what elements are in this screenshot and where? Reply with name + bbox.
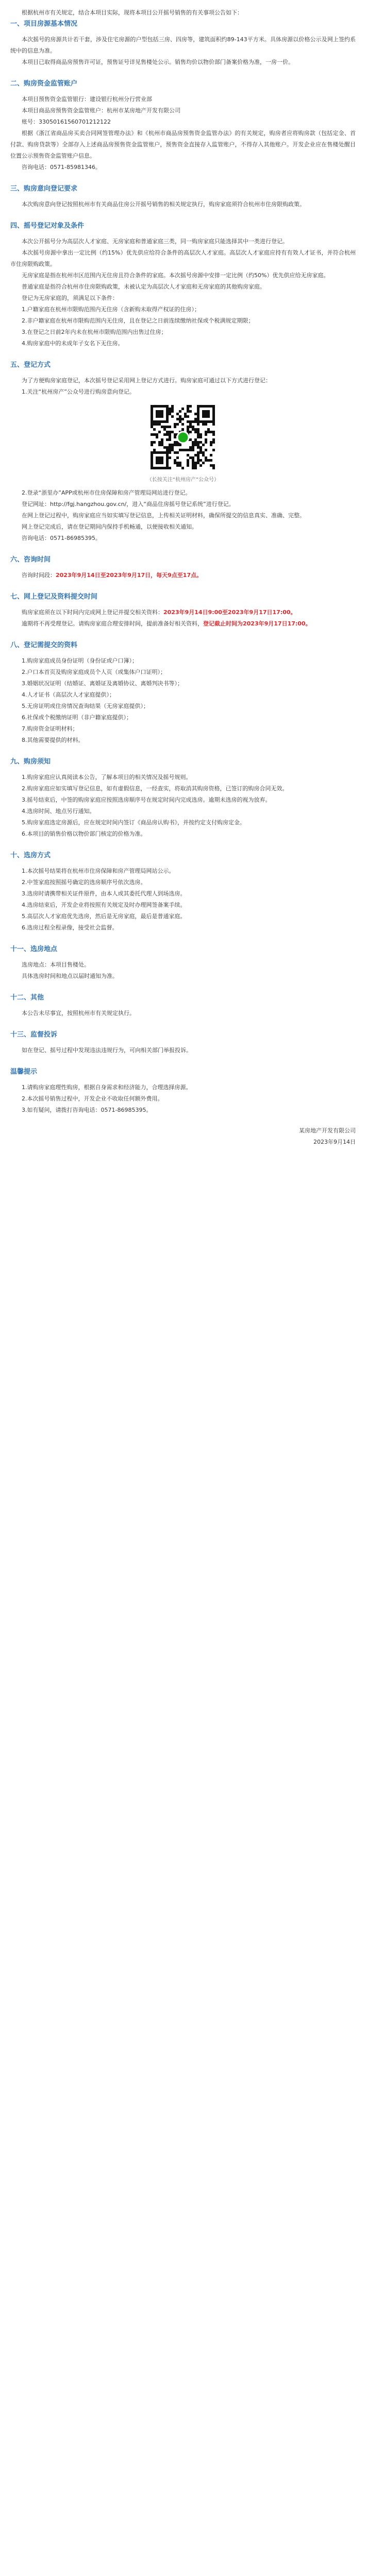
intro-paragraph: 根据杭州市有关规定，结合本项目实际，现将本项目公开摇号销售的有关事项公告如下： <box>22 9 243 16</box>
section-heading: 二、购房资金监管账户 <box>10 80 78 88</box>
qr-code[interactable] <box>10 404 356 484</box>
signature-date: 2023年9月14日 <box>313 1139 356 1145</box>
qr-caption: （长按关注“杭州房产”公众号） <box>146 477 220 483</box>
section-paragraph: 咨询时间段：2023年9月14日至2023年9月17日，每天9点至17点。 <box>22 572 203 579</box>
signature-company: 某房地产开发有限公司 <box>299 1127 356 1134</box>
section-heading: 三、购房意向登记要求 <box>10 185 78 193</box>
qr-code-icon <box>149 404 217 471</box>
section-paragraph: 2.中签家庭按照摇号确定的选房顺序号依次选房。 <box>22 879 146 886</box>
section-paragraph: 7.购房资金证明材料； <box>22 725 78 732</box>
section-heading: 十二、其他 <box>10 994 44 1002</box>
section-paragraph: 2.非户籍家庭在杭州市限购范围内无住房，且在登记之日前连续缴纳社保或个税满规定期限； <box>22 317 254 324</box>
section-paragraph: 6.本项目的销售价格以物价部门核定的价格为准。 <box>22 831 146 837</box>
section-paragraph: 3.婚姻状况证明（结婚证、离婚证及离婚协议、离婚判决书等）； <box>22 680 183 687</box>
section-paragraph: 本项目商品房预售资金监管账户：杭州市某房地产开发有限公司 <box>22 107 180 114</box>
section-paragraph: 本次摇号的房源共计若干套，涉及住宅房源的户型包括三房、四房等，建筑面积约89-143平方米。具体房源以价格公示及网上签约系统中的信息为准。 <box>10 36 356 54</box>
section-paragraph: 5.无房证明或住房情况查询结果（无房家庭提供）； <box>22 703 149 709</box>
section-paragraph: 登记为无房家庭的，须满足以下条件： <box>22 295 118 301</box>
section-paragraph: 3.选房时请携带相关证件原件，由本人或其委托代理人到场选房。 <box>22 890 186 897</box>
section-paragraph: 2.户口本首页及购房家庭成员个人页（或集体户口证明）； <box>22 669 166 675</box>
section-paragraph: 5.购房家庭选定房源后，应在规定时间内签订《商品房认购书》，并按约定支付购房定金。 <box>22 819 245 826</box>
section-paragraph: 登记网址：http://fgj.hangzhou.gov.cn/，进入“商品住房摇号登记系统”进行登记。 <box>22 501 235 507</box>
section-heading: 六、咨询时间 <box>10 556 51 564</box>
section-heading: 四、摇号登记对象及条件 <box>10 222 85 230</box>
section-paragraph: 6.社保或个税缴纳证明（非户籍家庭提供）； <box>22 714 132 721</box>
section-paragraph: 网上登记完成后，请在登记期间内保持手机畅通，以便接收相关通知。 <box>22 523 197 530</box>
section-paragraph: 3.摇号结束后，中签的购房家庭应按照选房顺序号在规定时间内完成选房。逾期未选房的视为放弃。 <box>22 796 271 803</box>
section-heading: 十三、监督投诉 <box>10 1031 58 1039</box>
section-paragraph: 1.户籍家庭在杭州市限购范围内无住房（含新购未取得产权证的住房）； <box>22 306 200 313</box>
section-paragraph: 1.关注“杭州房产”公众号进行购房意向登记。 <box>22 388 135 395</box>
section-paragraph: 无房家庭是指在杭州市区范围内无住房且符合条件的家庭。本次摇号房源中安排一定比例（约50%）优先供应给无房家庭。 <box>22 272 329 279</box>
section-heading: 五、登记方式 <box>10 361 51 369</box>
section-paragraph: 4.人才证书（高层次人才家庭提供）； <box>22 691 115 698</box>
section-paragraph: 逾期将不再受理登记。请购房家庭合理安排时间，提前准备好相关资料，登记截止时间为2023年9月17日17:00。 <box>22 620 311 627</box>
section-paragraph: 咨询电话：0571-86985395。 <box>22 535 101 541</box>
section-paragraph: 5.高层次人才家庭优先选房，然后是无房家庭，最后是普通家庭。 <box>22 913 186 920</box>
section-paragraph: 在网上登记过程中，购房家庭应当如实填写登记信息，上传相关证明材料，确保所提交的信息真实、准确、完整。 <box>22 512 305 519</box>
section-paragraph: 2.购房家庭应如实填写登记信息，如有虚假信息，一经查实，将取消其购房资格，已签订的购房合同无效。 <box>22 785 288 792</box>
section-paragraph: 1.购房家庭成员身份证明（身份证或户口簿）； <box>22 657 138 664</box>
section-paragraph: 4.选房结束后，开发企业将按照有关规定及时办理网签备案手续。 <box>22 902 186 908</box>
section-heading: 七、网上登记及资料提交时间 <box>10 593 98 601</box>
section-heading: 十一、选房地点 <box>10 945 58 953</box>
section-paragraph: 如在登记、摇号过程中发现违法违规行为，可向相关部门举报投诉。 <box>22 1047 192 1054</box>
section-paragraph: 6.选房过程全程录像，接受社会监督。 <box>22 924 118 931</box>
section-paragraph: 1.请购房家庭理性购房，根据自身需求和经济能力，合理选择房源。 <box>22 1084 192 1091</box>
section-heading: 八、登记需提交的资料 <box>10 641 78 649</box>
section-paragraph: 4.选房时间、地点另行通知。 <box>22 808 95 815</box>
section-paragraph: 本项目预售资金监管银行：建设银行杭州分行营业部 <box>22 96 152 103</box>
section-paragraph: 8.其他需要提供的材料。 <box>22 737 84 743</box>
section-heading: 温馨提示 <box>10 1068 38 1076</box>
section-paragraph: 3.如有疑问，请拨打咨询电话：0571-86985395。 <box>22 1107 152 1113</box>
section-paragraph: 账号：33050161560701212122 <box>22 118 111 125</box>
section-paragraph: 本次购房意向登记按照杭州市有关商品住房公开摇号销售的相关规定执行，购房家庭须符合杭州市住房限购政策。 <box>22 201 305 208</box>
section-paragraph: 购房家庭须在以下时间内完成网上登记并提交相关资料：2023年9月14日9:00至2023年9月17日17:00。 <box>22 609 296 616</box>
section-paragraph: 普通家庭是指符合杭州市住房限购政策，未被认定为高层次人才家庭和无房家庭的其他购房家庭。 <box>22 283 265 290</box>
section-heading: 一、项目房源基本情况 <box>10 20 78 28</box>
section-paragraph: 1.购房家庭应认真阅读本公告，了解本项目的相关情况及摇号规则。 <box>22 774 192 781</box>
section-paragraph: 本次摇号房源中拿出一定比例（约15%）优先供应给符合条件的高层次人才家庭。高层次人才家庭应持有有效人才证书，并符合杭州市住房限购政策。 <box>10 249 356 267</box>
section-paragraph: 3.在登记之日前2年内未在杭州市限购范围内出售过住房； <box>22 329 167 335</box>
section-paragraph: 2.登录“浙里办”APP或杭州市住房保障和房产管理局网站进行登记。 <box>22 489 191 496</box>
section-paragraph: 根据《浙江省商品房买卖合同网签管理办法》和《杭州市商品房预售资金监管办法》的有关规定，购房者应将购房款（包括定金、首付款、购房贷款等）全部存入上述商品房预售资金监管账户，预售资金直接存入监管账户，不得存入其他账户。开发企业应在售楼处醒目位置公示预售资金监管账户信息。 <box>10 130 356 159</box>
section-paragraph: 为了方便购房家庭登记，本次摇号登记采用网上登记方式进行。购房家庭可通过以下方式进行登记： <box>22 377 271 384</box>
section-paragraph: 2.本次摇号销售过程中，开发企业不收取任何额外费用。 <box>22 1095 163 1102</box>
section-paragraph: 4.购房家庭中的未成年子女名下无住房。 <box>22 340 124 347</box>
section-paragraph: 咨询电话：0571-85981346。 <box>22 164 101 171</box>
sections-container <box>10 19 356 1116</box>
section-paragraph: 选房地点：本项目售楼处。 <box>22 961 90 968</box>
section-heading: 十、选房方式 <box>10 852 51 859</box>
section-paragraph: 本次公开摇号分为高层次人才家庭、无房家庭和普通家庭三类，同一购房家庭只能选择其中一类进行登记。 <box>22 238 288 245</box>
section-paragraph: 本项目已取得商品房预售许可证，预售证号详见售楼处公示。销售均价以物价部门备案价格为准，一房一价。 <box>22 59 294 65</box>
section-heading: 九、购房须知 <box>10 758 51 766</box>
section-paragraph: 1.本次摇号结果将在杭州市住房保障和房产管理局网站公示。 <box>22 868 175 874</box>
section-paragraph: 本公告未尽事宜，按照杭州市有关规定执行。 <box>22 1010 135 1016</box>
section-paragraph: 具体选房时间和地点以届时通知为准。 <box>22 973 118 979</box>
